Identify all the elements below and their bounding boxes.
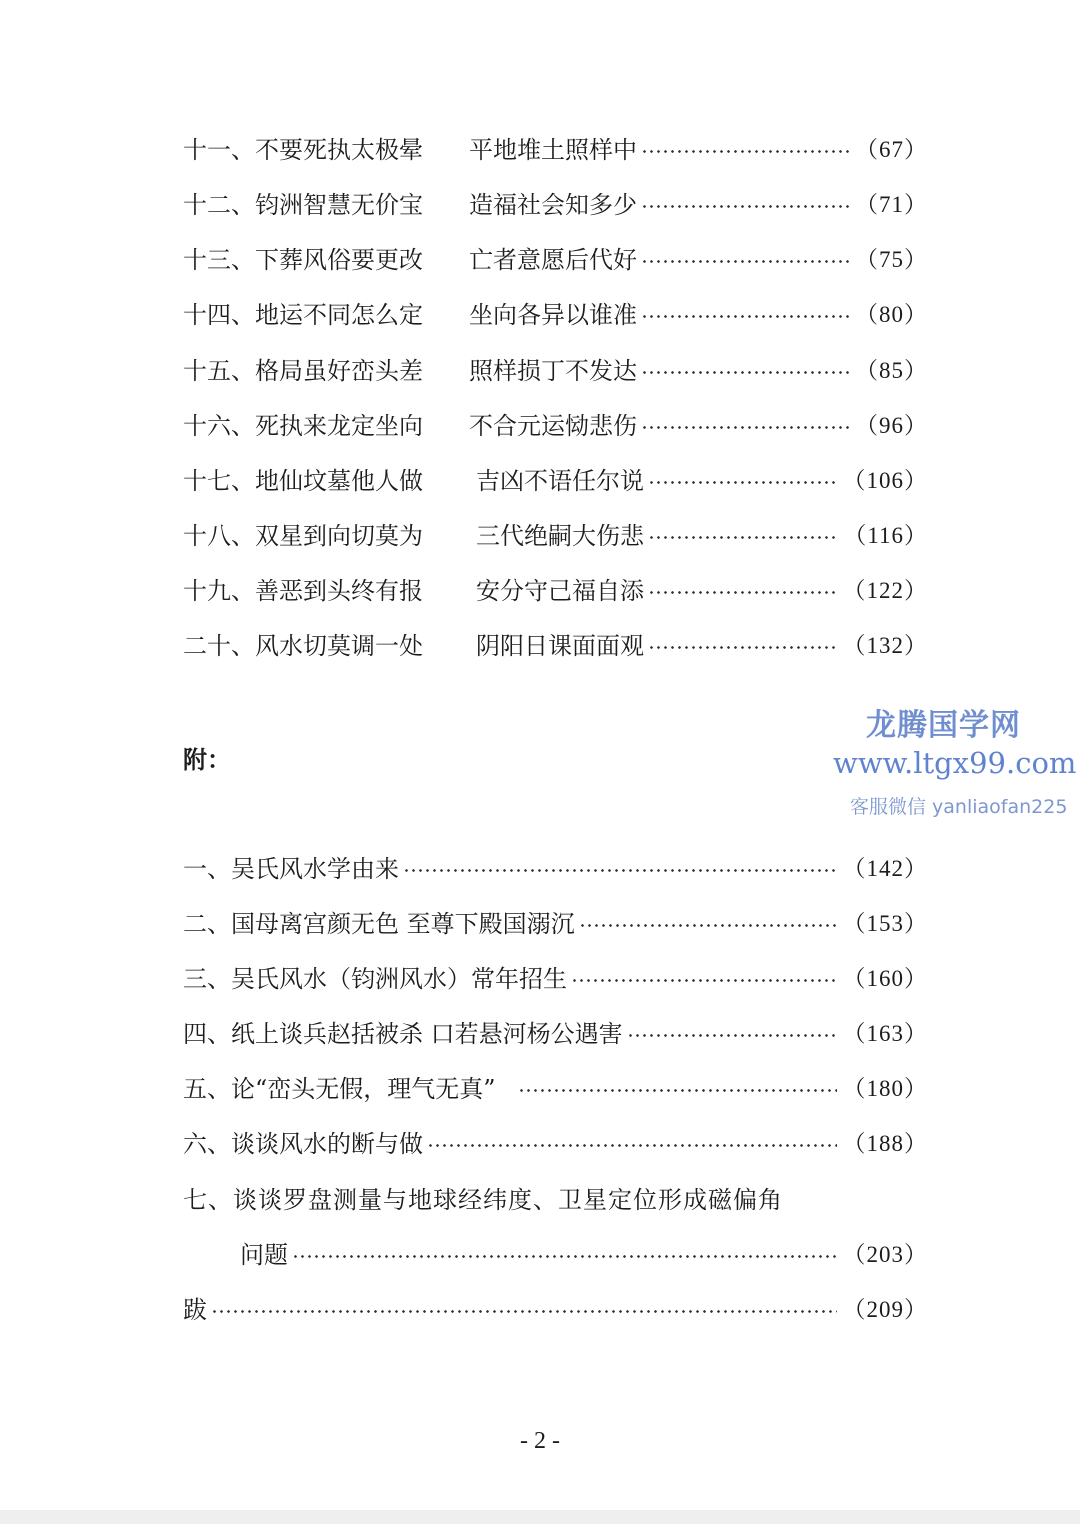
toc-entry[interactable] <box>183 461 928 495</box>
appendix-entry[interactable] <box>183 1069 928 1103</box>
toc-entry[interactable] <box>183 351 928 385</box>
appendix-entry-title: 六、谈谈风水的断与做 <box>183 1129 423 1158</box>
appendix-entry[interactable] <box>183 849 928 883</box>
toc-page-number: （80） <box>855 301 928 327</box>
appendix-entry[interactable] <box>183 1014 928 1048</box>
toc-entry-title: 十一、不要死执太极晕 平地堆土照样中 <box>183 135 637 164</box>
dot-leader <box>641 150 849 153</box>
toc-entry[interactable] <box>183 516 928 550</box>
appendix-entry-title: 二、国母离宫颜无色 至尊下殿国溺沉 <box>183 909 575 938</box>
dot-leader <box>627 1034 837 1037</box>
appendix-page-number: （203） <box>842 1241 928 1267</box>
toc-entry-title: 十五、格局虽好峦头差 照样损丁不发达 <box>183 356 637 385</box>
appendix-page-number: （188） <box>842 1130 928 1156</box>
dot-leader <box>579 924 837 927</box>
watermark-contact: 客服微信 yanliaofan225 <box>850 796 1068 818</box>
toc-page-number: （85） <box>855 357 928 383</box>
toc-entry-title: 十四、地运不同怎么定 坐向各异以谁准 <box>183 300 637 329</box>
toc-entry-title: 十三、下葬风俗要更改 亡者意愿后代好 <box>183 245 637 274</box>
dot-leader <box>648 481 837 484</box>
appendix-entry-multiline[interactable] <box>183 1180 928 1214</box>
appendix-entry-continuation[interactable] <box>183 1235 928 1269</box>
appendix-entry-title: 七、谈谈罗盘测量与地球经纬度、卫星定位形成磁偏角 <box>183 1185 783 1214</box>
dot-leader <box>292 1255 837 1258</box>
page-bottom-edge <box>0 1510 1080 1524</box>
dot-leader <box>648 536 837 539</box>
toc-page-number: （106） <box>842 467 928 493</box>
toc-page-number: （67） <box>855 136 928 162</box>
toc-entry[interactable] <box>183 240 928 274</box>
appendix-page-number: （180） <box>842 1075 928 1101</box>
dot-leader <box>648 646 837 649</box>
toc-entry-title: 十七、地仙坟墓他人做 吉凶不语任尔说 <box>183 466 644 495</box>
appendix-page-number: （153） <box>842 910 928 936</box>
dot-leader <box>427 1144 837 1147</box>
dot-leader <box>641 371 849 374</box>
dot-leader <box>403 869 837 872</box>
dot-leader <box>641 315 849 318</box>
dot-leader <box>571 979 837 982</box>
toc-entry[interactable] <box>183 295 928 329</box>
appendix-page-number: （142） <box>842 855 928 881</box>
toc-entry[interactable] <box>183 130 928 164</box>
dot-leader <box>211 1310 837 1313</box>
appendix-entry[interactable] <box>183 904 928 938</box>
dot-leader <box>641 426 849 429</box>
toc-entry[interactable] <box>183 406 928 440</box>
appendix-entry-title-cont: 问题 <box>240 1240 288 1269</box>
toc-entry-title: 十八、双星到向切莫为 三代绝嗣大伤悲 <box>183 521 644 550</box>
postscript-page-number: （209） <box>842 1296 928 1322</box>
postscript-title: 跋 <box>183 1295 207 1324</box>
appendix-entry[interactable] <box>183 1124 928 1158</box>
toc-entry-title: 十九、善恶到头终有报 安分守己福自添 <box>183 576 644 605</box>
toc-page-number: （75） <box>855 246 928 272</box>
dot-leader <box>648 591 837 594</box>
postscript-entry[interactable] <box>183 1290 928 1324</box>
toc-page-number: （71） <box>855 191 928 217</box>
appendix-entry-title: 三、吴氏风水（钧洲风水）常年招生 <box>183 964 567 993</box>
appendix-entry-title: 四、纸上谈兵赵括被杀 口若悬河杨公遇害 <box>183 1019 623 1048</box>
toc-entry[interactable] <box>183 626 928 660</box>
dot-leader <box>518 1089 837 1092</box>
appendix-entry[interactable] <box>183 959 928 993</box>
dot-leader <box>641 260 849 263</box>
toc-page-number: （122） <box>842 577 928 603</box>
watermark-url: www.ltgx99.com <box>833 746 1077 780</box>
page-footer-number: - 2 - <box>520 1428 560 1454</box>
watermark-site-name: 龙腾国学网 <box>866 708 1021 743</box>
appendix-heading: 附： <box>183 745 231 774</box>
appendix-entry-title: 五、论“峦头无假，理气无真” <box>183 1074 496 1103</box>
appendix-entry-title: 一、吴氏风水学由来 <box>183 854 399 883</box>
toc-entry[interactable] <box>183 185 928 219</box>
dot-leader <box>641 205 849 208</box>
toc-entry-title: 十六、死执来龙定坐向 不合元运恸悲伤 <box>183 411 637 440</box>
toc-entry[interactable] <box>183 571 928 605</box>
toc-entry-title: 十二、钧洲智慧无价宝 造福社会知多少 <box>183 190 637 219</box>
appendix-page-number: （163） <box>842 1020 928 1046</box>
appendix-page-number: （160） <box>842 965 928 991</box>
toc-page-number: （96） <box>855 412 928 438</box>
toc-page-number: （132） <box>842 632 928 658</box>
toc-page-number: （116） <box>843 522 928 548</box>
toc-entry-title: 二十、风水切莫调一处 阴阳日课面面观 <box>183 631 644 660</box>
